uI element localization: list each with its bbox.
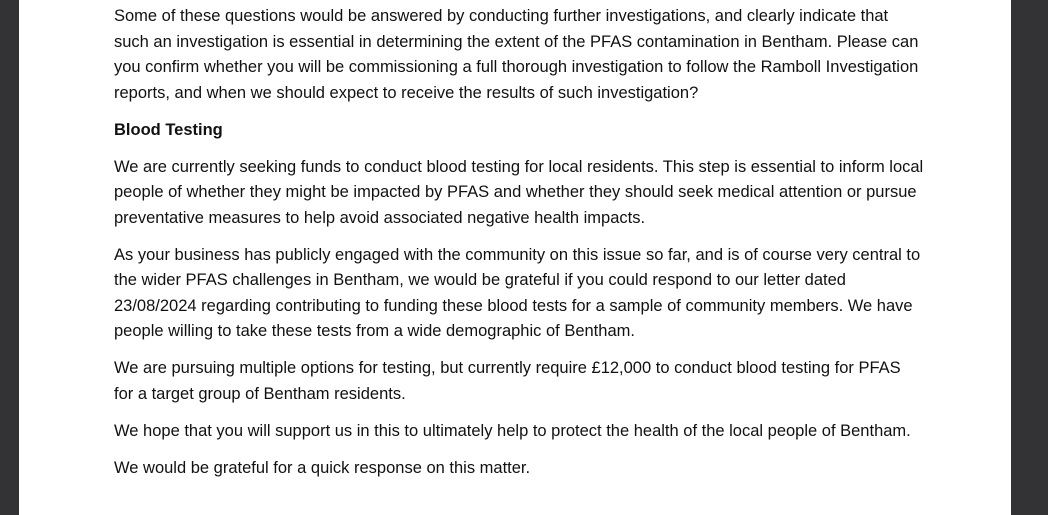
document-page xyxy=(19,0,1011,515)
paragraph-funding: We are currently seeking funds to conduct blood testing for local residents. This step is essential to inform local people of whether they might be impacted by PFAS and whether they should seek medical attention or pursue preventative measures to help avoid associated negative health impacts. xyxy=(114,157,924,227)
paragraph-letter-request: As your business has publicly engaged with the community on this issue so far, and is of course very central to the wider PFAS challenges in Bentham, we would be grateful if you could respond to our letter dated 23/08/2024 regarding contributing to funding these blood tests for a sample of community members. We have people willing to take these tests from a wide demographic of Bentham. xyxy=(114,245,921,340)
paragraph-investigation: Some of these questions would be answered by conducting further investigations, and clearly indicate that such an investigation is essential in determining the extent of the PFAS contamination in Bentham. Please can you confirm whether you will be commissioning a full thorough investigation to follow the Ramboll Investigation reports, and when we should expect to receive the results of such investigation? xyxy=(114,7,919,102)
document-body xyxy=(114,4,924,493)
section-heading-blood-testing: Blood Testing xyxy=(114,120,223,139)
paragraph-testing-cost: We are pursuing multiple options for testing, but currently require £12,000 to conduct blood testing for PFAS for a target group of Bentham residents. xyxy=(114,359,901,403)
paragraph-support: We hope that you will support us in this to ultimately help to protect the health of the local people of Bentham. xyxy=(114,421,911,440)
paragraph-closing: We would be grateful for a quick response on this matter. xyxy=(114,458,531,477)
